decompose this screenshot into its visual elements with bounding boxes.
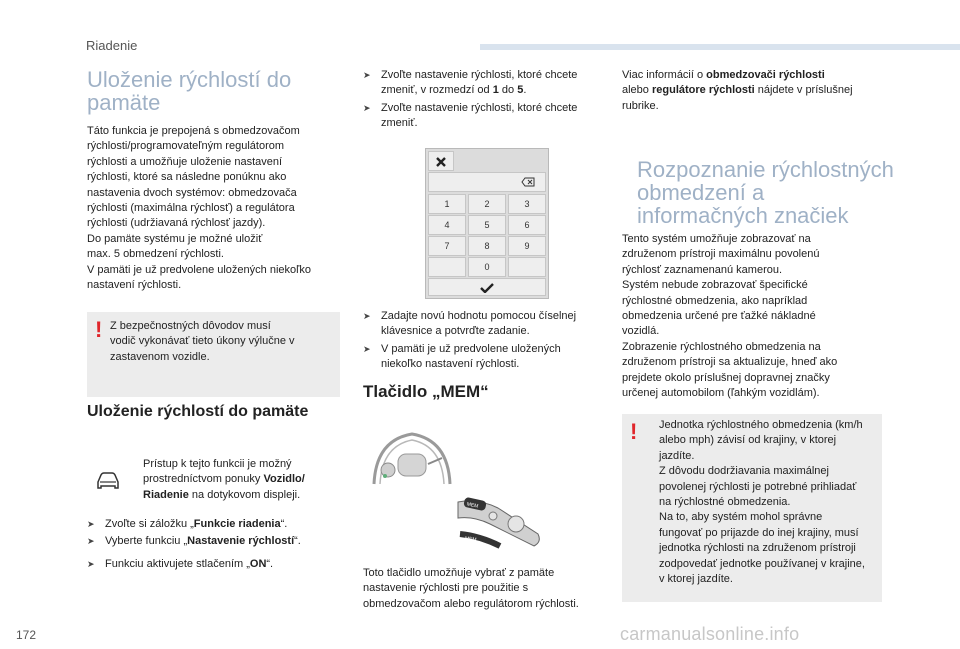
warning-text: Jednotka rýchlostného obmedzenia (km/h alebo mph) závisí od krajiny, v ktorej jazdíte. Z dôvodu dodržiavania maximálnej povolenej rýchlosti je potrebné prihliadať na rýchlostné obmedzenia. Na to, aby systém mohol správne fungovať po prijazde do inej krajiny, musí jednotka rýchlosti na združenom prístroji zodpovedať jednotke používanej v krajine, v ktorej jazdíte. xyxy=(659,419,865,586)
mem-label-top: MEM xyxy=(466,501,479,510)
page-number: 172 xyxy=(16,628,37,642)
arrow-bullet-icon: ➤ xyxy=(363,311,371,321)
sign-recognition-paragraph: Tento systém umožňuje zobrazovať na združenom prístroji maximálnu povolenú rýchlosť zaznamenanú kamerou. Systém nebude zobrazovať špecifické rýchlostné obmedzenia, ako napríklad obmedzenia určené pre ťažké nákladné vozidlá. Zobrazenie rýchlostného obmedzenia na združenom prístroji sa aktualizuje, hneď ako prejdete okolo príslušnej dopravnej značky určenej automobilom (ľahkým vozidlám). xyxy=(622,233,838,400)
key-3: 3 xyxy=(508,194,546,214)
selection-steps xyxy=(363,68,603,134)
intro-paragraph: Táto funkcia je prepojená s obmedzovačom rýchlosti/programovateľným regulátorom rýchlosti a umožňuje uloženie nastavení rýchlosti, ktoré sa následne ponúknu ako nastavenia dvoch systémov: obmedzovača rýchlosti (maximálna rýchlosť) a regulátora rýchlosti (udržiavaná rýchlosť jazdy). Do pamäte systému je možné uložiť max. 5 obmedzení rýchlosti. V pamäti je už predvolene uložených niekoľko nastavení rýchlosti. xyxy=(87,125,311,292)
step-item: ➤ Zvoľte nastavenie rýchlosti, ktoré chcete zmeniť, v rozmedzí od 1 do 5. xyxy=(363,69,578,97)
arrow-bullet-icon: ➤ xyxy=(363,102,371,113)
close-x-icon xyxy=(428,151,454,171)
arrow-bullet-icon: ➤ xyxy=(363,70,371,80)
arrow-bullet-icon: ➤ xyxy=(87,536,95,547)
key-9: 9 xyxy=(508,236,546,256)
backspace-icon xyxy=(521,177,535,187)
car-icon xyxy=(95,470,121,492)
warning-exclamation-icon: ! xyxy=(95,317,103,342)
section-title-speed-memory: Uloženie rýchlostí do pamäte xyxy=(87,67,292,116)
step-item: ➤ Vyberte funkciu „Nastavenie rýchlostí“. xyxy=(87,534,347,549)
cross-reference-paragraph: Viac informácií o obmedzovači rýchlosti alebo regulátore rýchlosti nájdete v príslušnej rubrike. xyxy=(622,69,853,112)
activation-steps xyxy=(87,517,347,574)
watermark: carmanualsonline.info xyxy=(620,624,800,644)
key-blank-left xyxy=(428,257,466,277)
warning-exclamation-icon: ! xyxy=(630,419,638,444)
speed-input-field xyxy=(428,172,546,192)
running-header: Riadenie xyxy=(86,38,138,53)
step-item: ➤ V pamäti je už predvolene uložených niekoľko nastavení rýchlosti. xyxy=(363,342,561,371)
units-warning-box xyxy=(622,414,882,602)
arrow-bullet-icon: ➤ xyxy=(87,558,95,569)
numeric-keypad-illustration xyxy=(425,148,549,299)
key-5: 5 xyxy=(468,215,506,235)
safety-warning-box xyxy=(87,312,340,397)
warning-text: Z bezpečnostných dôvodov musí vodič vykonávať tieto úkony výlučne v zastavenom vozidle. xyxy=(110,320,295,363)
mem-button-description: Toto tlačidlo umožňuje vybrať z pamäte nastavenie rýchlosti pre použitie s obmedzovačom alebo regulátorom rýchlosti. xyxy=(363,567,579,610)
key-1: 1 xyxy=(428,194,466,214)
header-bar xyxy=(480,44,960,50)
key-8: 8 xyxy=(468,236,506,256)
arrow-bullet-icon: ➤ xyxy=(87,519,95,529)
mem-label-bottom: MEM xyxy=(464,535,477,544)
cruise-lever-illustration xyxy=(438,494,548,559)
checkmark-icon xyxy=(428,278,546,296)
mem-button-title: Tlačidlo „MEM“ xyxy=(363,382,489,401)
arrow-bullet-icon: ➤ xyxy=(363,343,371,354)
entry-steps xyxy=(363,309,603,375)
section-title-sign-recognition: Rozpoznanie rýchlostných obmedzení a informačných značiek xyxy=(637,157,894,229)
step-item: ➤ Funkciu aktivujete stlačením „ON“. xyxy=(87,557,347,572)
key-7: 7 xyxy=(428,236,466,256)
key-blank-right xyxy=(508,257,546,277)
key-2: 2 xyxy=(468,194,506,214)
step-item: ➤ Zvoľte nastavenie rýchlosti, ktoré chcete zmeniť. xyxy=(363,101,578,130)
subsection-title: Uloženie rýchlostí do pamäte xyxy=(87,403,309,420)
steering-wheel-illustration xyxy=(368,424,456,486)
access-instructions: Prístup k tejto funkcii je možný prostredníctvom ponuky Vozidlo/ Riadenie na dotykovom displeji. xyxy=(143,458,305,501)
key-4: 4 xyxy=(428,215,466,235)
key-0: 0 xyxy=(468,257,506,277)
step-item: ➤ Zadajte novú hodnotu pomocou číselnej klávesnice a potvrďte zadanie. xyxy=(363,310,577,338)
key-6: 6 xyxy=(508,215,546,235)
step-item: ➤ Zvoľte si záložku „Funkcie riadenia“. xyxy=(87,517,347,532)
